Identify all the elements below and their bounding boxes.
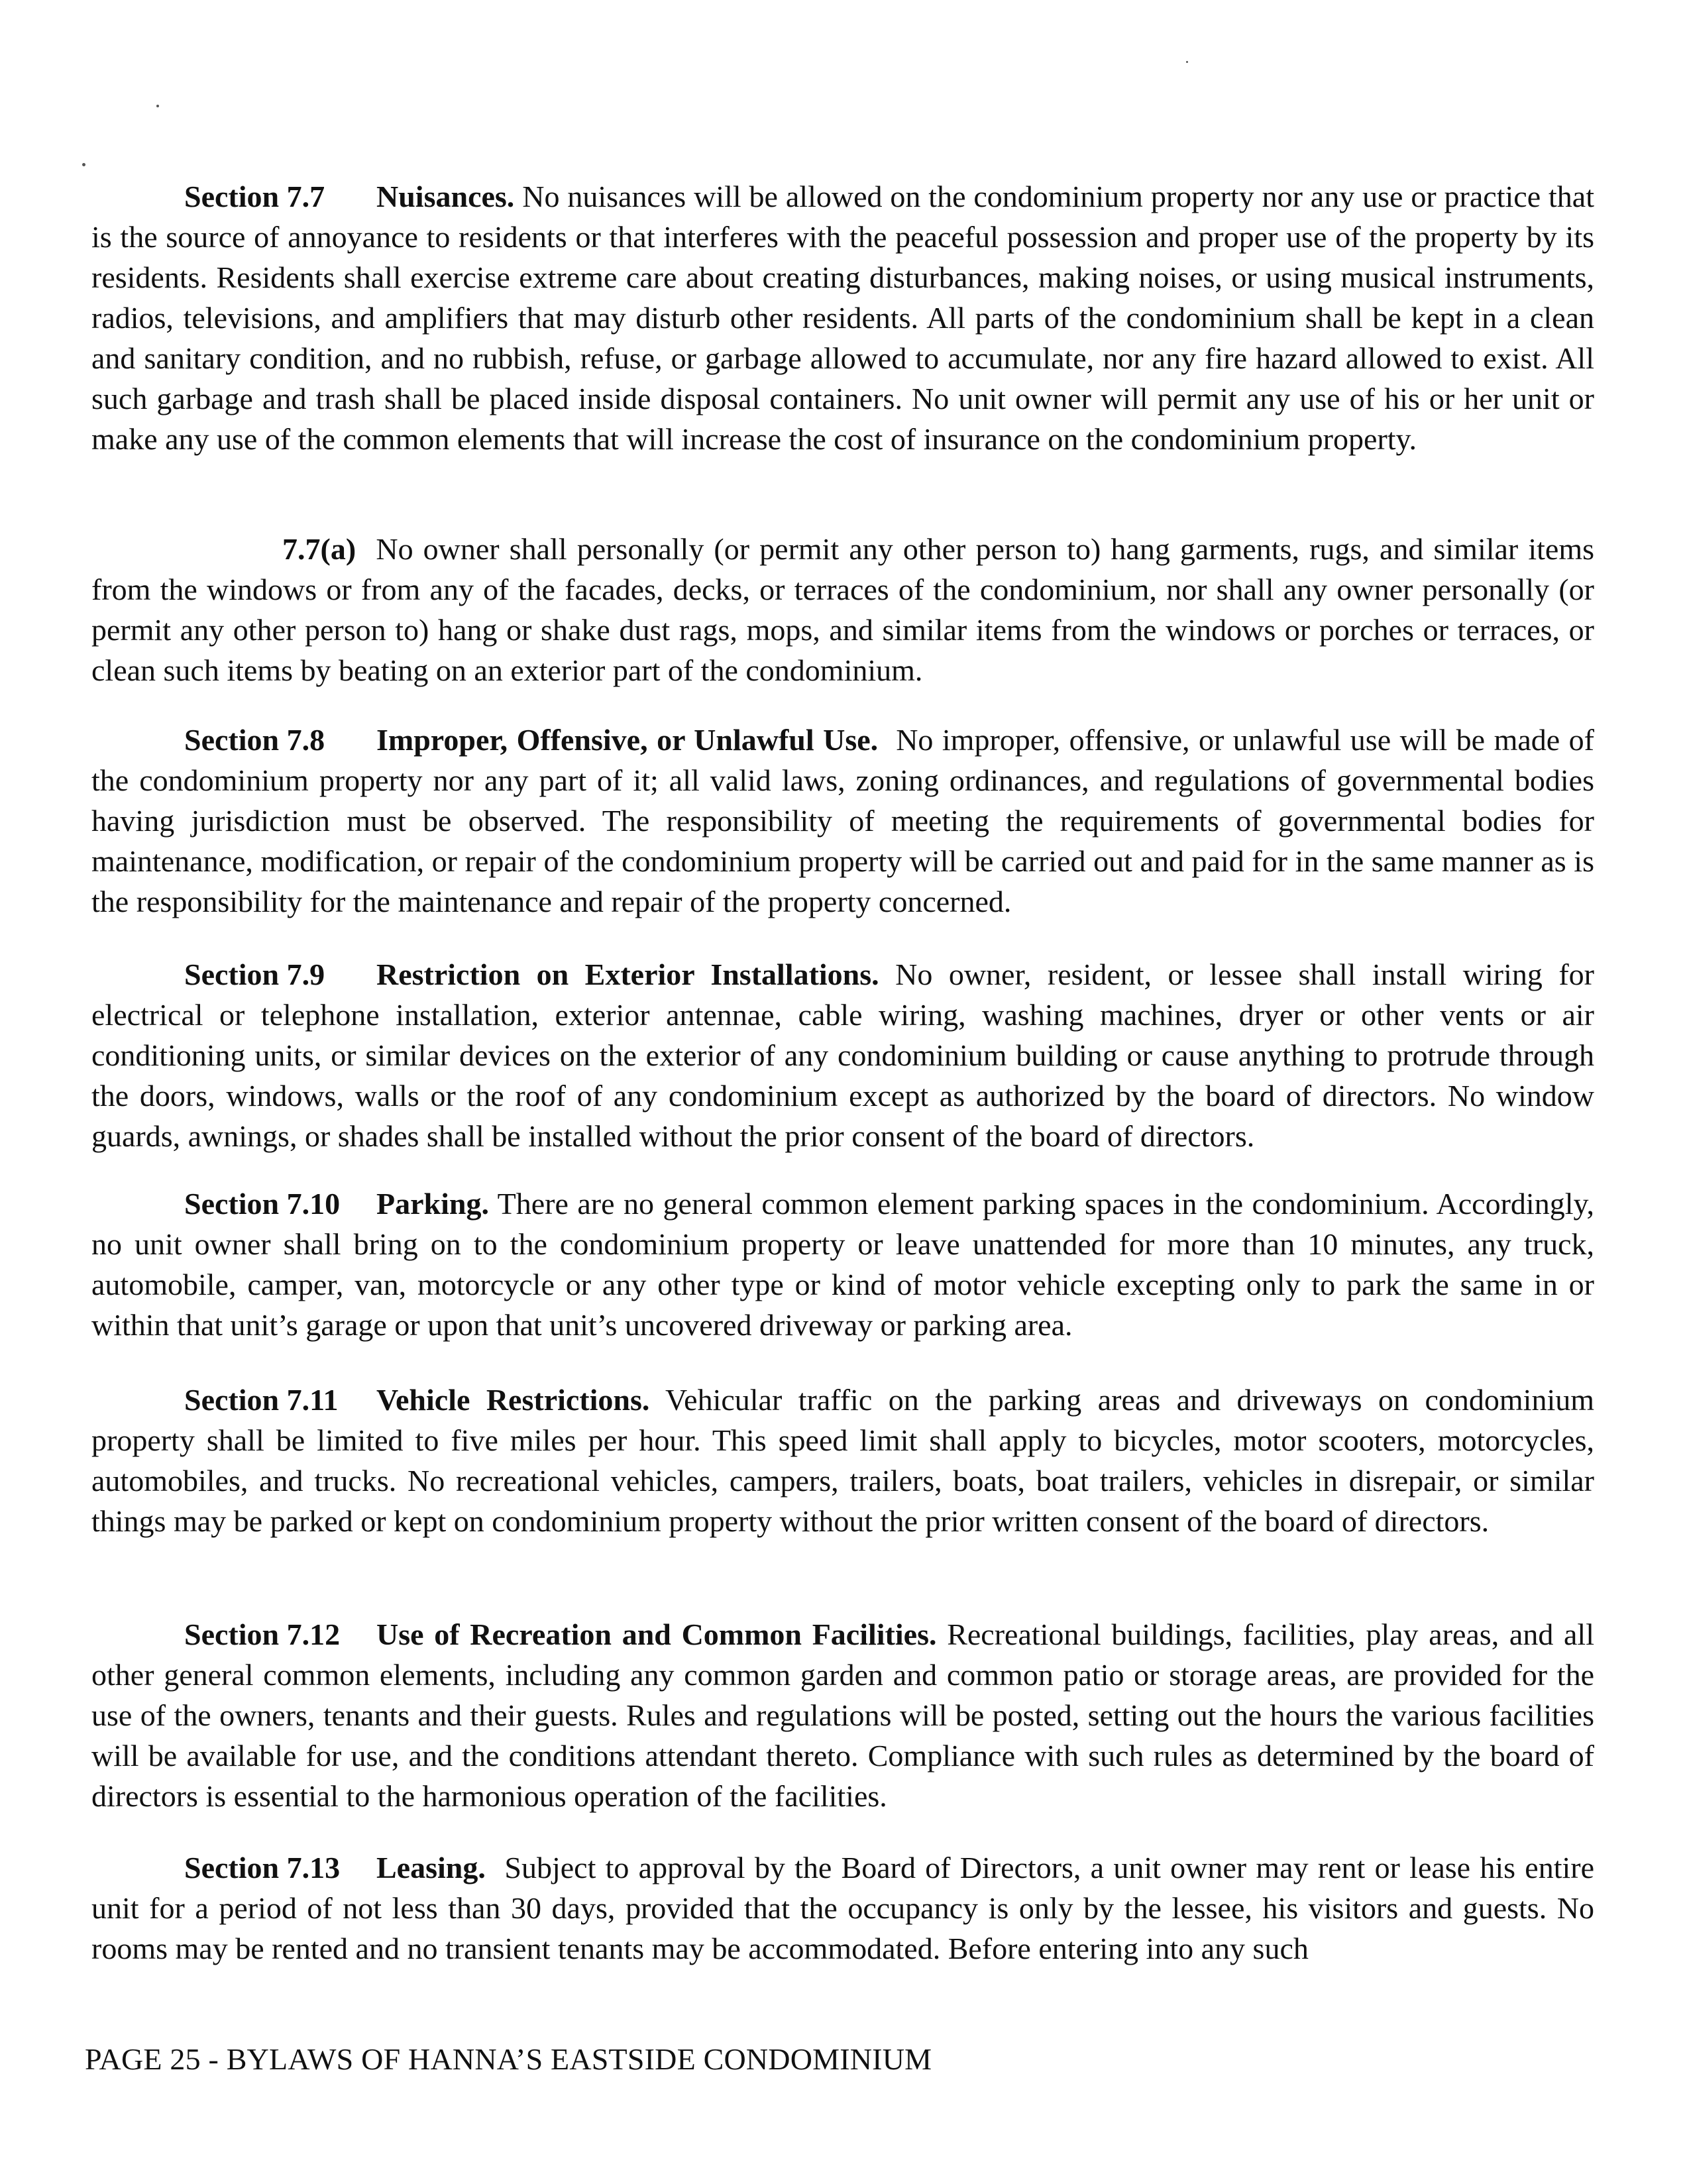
section-body: No improper, offensive, or unlawful use will be made of the condominium property nor any part of it; all valid laws, zoning ordinances, and regulations of governmental bodies having jurisdiction must be observed. The responsibility of meeting the requirements of governmental bodies for maintenance, modification, or repair of the condominium property will be carried out and paid for in the same manner as is the responsibility for the maintenance and repair of the property concerned. (91, 723, 1594, 918)
section-7-7a (91, 529, 1594, 690)
section-heading: Vehicle Restrictions. (376, 1383, 650, 1417)
section-7-7 (91, 176, 1594, 459)
section-number: Section 7.11 (184, 1383, 339, 1417)
section-body: Vehicular traffic on the parking areas and driveways on condominium property shall be limited to five miles per hour. This speed limit shall apply to bicycles, motor scooters, motorcycles, automobiles, and trucks. No recreational vehicles, campers, trailers, boats, boat trailers, vehicles in disrepair, or similar things may be parked or kept on condominium property without the prior written consent of the board of directors. (91, 1383, 1595, 1538)
page-footer: PAGE 25 - BYLAWS OF HANNA’S EASTSIDE CONDOMINIUM (85, 2042, 932, 2076)
scan-speck (156, 105, 159, 107)
section-heading: Restriction on Exterior Installations. (376, 957, 879, 991)
section-number: Section 7.10 (184, 1187, 341, 1221)
section-body: There are no general common element parking spaces in the condominium. Accordingly, no unit owner shall bring on to the condominium property or leave unattended for more than 10 minutes, any truck, automobile, camper, van, motorcycle or any other type or kind of motor vehicle excepting only to park the same in or within that unit’s garage or upon that unit’s uncovered driveway or parking area. (91, 1187, 1594, 1342)
subsection-number: 7.7(a) (282, 532, 356, 566)
section-number: Section 7.12 (184, 1617, 341, 1651)
section-body: No owner, resident, or lessee shall install wiring for electrical or telephone installation, exterior antennae, cable wiring, washing machines, dryer or other vents or air conditioning units, or similar devices on the exterior of any condominium building or cause anything to protrude through the doors, windows, walls or the roof of any condominium except as authorized by the board of directors. No window guards, awnings, or shades shall be installed without the prior consent of the board of directors. (91, 957, 1594, 1153)
section-7-9 (91, 954, 1594, 1156)
section-body: Subject to approval by the Board of Directors, a unit owner may rent or lease his entire unit for a period of not less than 30 days, provided that the occupancy is only by the lessee, his visitors and guests. No rooms may be rented and no transient tenants may be accommodated. Before entering into any such (91, 1851, 1594, 1965)
section-heading: Parking. (376, 1187, 489, 1221)
scan-speck (82, 163, 85, 166)
section-7-11 (91, 1380, 1594, 1541)
section-7-8 (91, 720, 1594, 922)
section-number: Section 7.7 (184, 180, 325, 213)
section-body: No nuisances will be allowed on the condominium property nor any use or practice that is the source of annoyance to residents or that interferes with the peaceful possession and proper use of the property by its residents. Residents shall exercise extreme care about creating disturbances, making noises, or using musical instruments, radios, televisions, and amplifiers that may disturb other residents. All parts of the condominium shall be kept in a clean and sanitary condition, and no rubbish, refuse, or garbage allowed to accumulate, nor any fire hazard allowed to exist. All such garbage and trash shall be placed inside disposal containers. No unit owner will permit any use of his or her unit or make any use of the common elements that will increase the cost of insurance on the condominium property. (91, 180, 1594, 456)
section-heading: Nuisances. (376, 180, 515, 213)
section-7-12 (91, 1614, 1594, 1816)
section-number: Section 7.13 (184, 1851, 341, 1884)
scan-speck (1186, 61, 1188, 63)
section-body: Recreational buildings, facilities, play areas, and all other general common elements, including any common garden and common patio or storage areas, are provided for the use of the owners, tenants and their guests. Rules and regulations will be posted, setting out the hours the various facilities will be available for use, and the conditions attendant thereto. Compliance with such rules as determined by the board of directors is essential to the harmonious operation of the facilities. (91, 1617, 1594, 1813)
section-7-10 (91, 1183, 1594, 1345)
section-heading: Use of Recreation and Common Facilities. (376, 1617, 937, 1651)
section-number: Section 7.8 (184, 723, 325, 757)
section-body: No owner shall personally (or permit any other person to) hang garments, rugs, and similar items from the windows or from any of the facades, decks, or terraces of the condominium, nor shall any owner personally (or permit any other person to) hang or shake dust rags, mops, and similar items from the windows or porches or terraces, or clean such items by beating on an exterior part of the condominium. (91, 532, 1594, 687)
section-heading: Leasing. (376, 1851, 486, 1884)
section-number: Section 7.9 (184, 957, 325, 991)
section-heading: Improper, Offensive, or Unlawful Use. (376, 723, 879, 757)
section-7-13 (91, 1847, 1594, 1969)
